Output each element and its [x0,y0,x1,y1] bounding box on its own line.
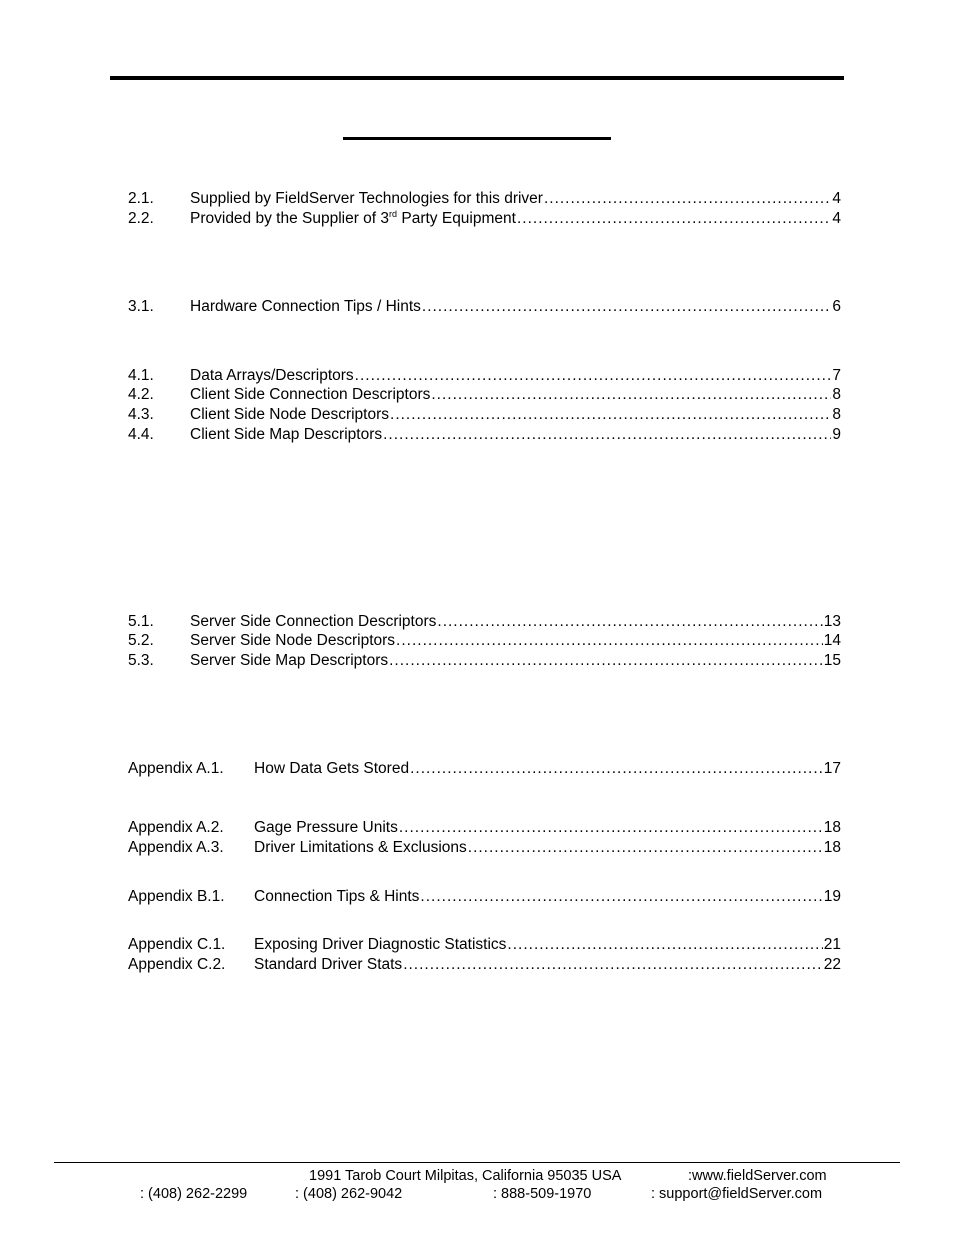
toc-entry-2-1[interactable] [128,189,841,209]
toc-entry-appendix-b-1[interactable] [128,887,841,907]
toc-number: 4.4. [128,426,154,443]
toc-entry-2-2[interactable] [128,209,841,229]
toc-number: Appendix A.1. [128,760,224,777]
toc-title: Driver Limitations & Exclusions [254,839,467,856]
toc-entry-5-3[interactable] [128,651,841,671]
footer-phone: : (408) 262-2299 [140,1186,248,1202]
toc-title: Provided by the Supplier of 3rd Party Equipment [190,209,516,227]
toc-page-number: 13 [823,613,841,630]
toc-title: Client Side Connection Descriptors [190,386,431,403]
toc-page-number: 15 [823,652,841,669]
toc-leader [437,612,822,632]
toc-entry-4-3[interactable] [128,405,841,425]
toc-entry-5-2[interactable] [128,631,841,651]
toc-title: Server Side Map Descriptors [190,652,389,669]
toc-number: 5.3. [128,652,154,669]
toc-leader [517,209,831,229]
footer-toll-free: : 888-509-1970 [493,1186,592,1202]
toc-leader [390,405,831,425]
toc-page-number: 19 [823,888,841,905]
toc-page-number: 18 [823,839,841,856]
toc-number: 2.1. [128,190,154,207]
toc-title: Standard Driver Stats [254,956,403,973]
toc-page-number: 4 [832,190,841,207]
toc-number: 4.1. [128,367,154,384]
toc-number: 5.2. [128,632,154,649]
superscript: rd [389,209,398,219]
toc-title: Server Side Node Descriptors [190,632,396,649]
toc-leader [422,297,831,317]
toc-number: Appendix B.1. [128,888,225,905]
footer-website-link[interactable]: :www.fieldServer.com [688,1168,827,1184]
toc-title: Client Side Map Descriptors [190,426,383,443]
toc-leader [355,366,832,386]
footer-email-link[interactable]: : support@fieldServer.com [651,1186,823,1202]
toc-leader [410,759,823,779]
toc-page-number: 22 [823,956,841,973]
toc-leader [431,385,831,405]
toc-page-number: 14 [823,632,841,649]
toc-entry-4-2[interactable] [128,385,841,405]
toc-page-number: 21 [823,936,841,953]
toc-page-number: 17 [823,760,841,777]
toc-number: 3.1. [128,298,154,315]
toc-number: 2.2. [128,210,154,227]
toc-entry-5-1[interactable] [128,612,841,632]
toc-leader [396,631,823,651]
toc-entry-4-1[interactable] [128,366,841,386]
toc-title: Gage Pressure Units [254,819,398,836]
toc-page-number: 18 [823,819,841,836]
toc-entry-appendix-c-1[interactable] [128,935,841,955]
toc-title: Client Side Node Descriptors [190,406,390,423]
toc-number: 4.3. [128,406,154,423]
toc-title: Exposing Driver Diagnostic Statistics [254,936,507,953]
toc-number: Appendix C.1. [128,936,226,953]
toc-entry-appendix-a-2[interactable] [128,818,841,838]
toc-number: 4.2. [128,386,154,403]
toc-leader [420,887,822,907]
toc-page-number: 7 [832,367,841,384]
toc-title: Supplied by FieldServer Technologies for this driver [190,190,543,207]
header-rule [110,76,844,80]
toc-number: Appendix A.3. [128,839,224,856]
toc-page-number: 4 [832,210,841,227]
toc-entry-appendix-a-3[interactable] [128,838,841,858]
toc-title: Hardware Connection Tips / Hints [190,298,421,315]
toc-leader [468,838,823,858]
toc-leader [389,651,823,671]
toc-title: Data Arrays/Descriptors [190,367,354,384]
footer-address: 1991 Tarob Court Milpitas, California 95035 USA [309,1168,622,1184]
footer-fax: : (408) 262-9042 [295,1186,403,1202]
toc-leader [399,818,823,838]
toc-page-number: 6 [832,298,841,315]
toc-title: How Data Gets Stored [254,760,410,777]
toc-title: Server Side Connection Descriptors [190,613,437,630]
title-underline [343,137,611,140]
toc-entry-appendix-a-1[interactable] [128,759,841,779]
toc-entry-4-4[interactable] [128,425,841,445]
toc-leader [544,189,831,209]
toc-leader [507,935,822,955]
toc-number: Appendix C.2. [128,956,226,973]
toc-page-number: 8 [832,386,841,403]
toc-title: Connection Tips & Hints [254,888,420,905]
toc-leader [403,955,823,975]
toc-number: 5.1. [128,613,154,630]
toc-entry-appendix-c-2[interactable] [128,955,841,975]
toc-entry-3-1[interactable] [128,297,841,317]
toc-page-number: 8 [832,406,841,423]
toc-number: Appendix A.2. [128,819,224,836]
toc-leader [383,425,831,445]
toc-page-number: 9 [832,426,841,443]
footer-rule [54,1162,900,1163]
